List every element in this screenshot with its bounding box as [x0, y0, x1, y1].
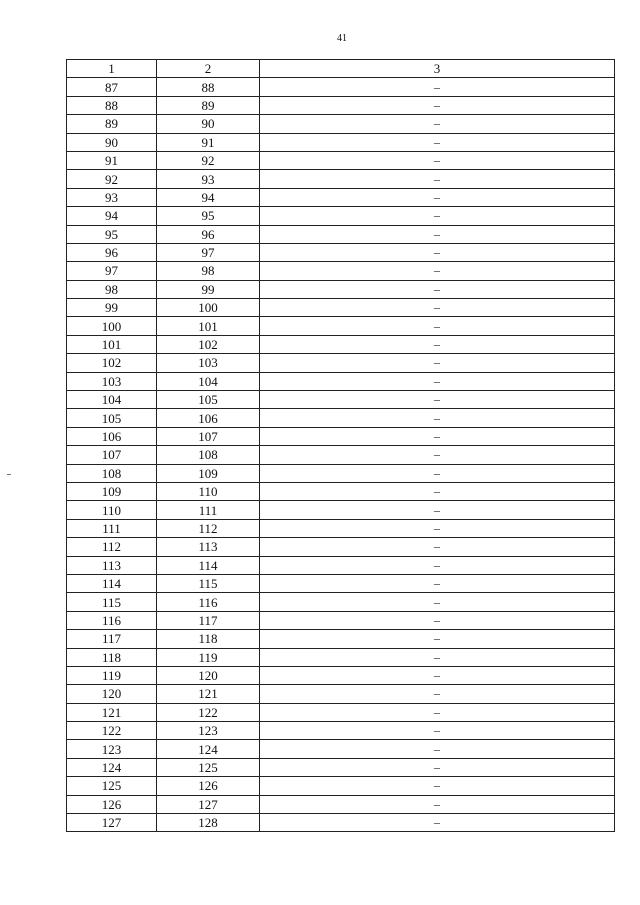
table-cell-col-2: 128 [157, 814, 260, 832]
table-cell-col-3: – [260, 556, 615, 574]
table-cell-col-1: 99 [67, 299, 157, 317]
table-cell-col-3: – [260, 299, 615, 317]
table-cell-col-1: 124 [67, 758, 157, 776]
table-cell-col-1: 121 [67, 703, 157, 721]
table-cell-col-2: 127 [157, 795, 260, 813]
table-cell-col-3: – [260, 427, 615, 445]
table-row [67, 280, 615, 298]
table-cell-col-2: 89 [157, 96, 260, 114]
table-cell-col-3: – [260, 593, 615, 611]
table-cell-col-1: 114 [67, 574, 157, 592]
table-cell-col-1: 108 [67, 464, 157, 482]
table-cell-col-1: 118 [67, 648, 157, 666]
table-cell-col-2: 121 [157, 685, 260, 703]
table-cell-col-2: 120 [157, 666, 260, 684]
table-cell-col-3: – [260, 170, 615, 188]
table-cell-col-3: – [260, 685, 615, 703]
table-row [67, 574, 615, 592]
table-row [67, 96, 615, 114]
table-row [67, 722, 615, 740]
table-cell-col-1: 89 [67, 115, 157, 133]
table-cell-col-1: 107 [67, 446, 157, 464]
table-row [67, 519, 615, 537]
table-cell-col-3: – [260, 151, 615, 169]
table-cell-col-3: – [260, 115, 615, 133]
table-row [67, 538, 615, 556]
table-cell-col-1: 93 [67, 188, 157, 206]
table-cell-col-1: 104 [67, 391, 157, 409]
table-cell-col-3: – [260, 446, 615, 464]
column-header-2: 2 [157, 60, 260, 78]
table-row [67, 666, 615, 684]
table-cell-col-2: 98 [157, 262, 260, 280]
table-cell-col-1: 103 [67, 372, 157, 390]
table-row [67, 133, 615, 151]
table-cell-col-1: 119 [67, 666, 157, 684]
table-cell-col-3: – [260, 722, 615, 740]
table-cell-col-3: – [260, 133, 615, 151]
column-header-3: 3 [260, 60, 615, 78]
table-row [67, 777, 615, 795]
table-row [67, 372, 615, 390]
table-cell-col-3: – [260, 280, 615, 298]
table-cell-col-1: 116 [67, 611, 157, 629]
table-row [67, 611, 615, 629]
table-cell-col-2: 100 [157, 299, 260, 317]
table-cell-col-3: – [260, 78, 615, 96]
table-cell-col-3: – [260, 317, 615, 335]
table-cell-col-3: – [260, 666, 615, 684]
table-cell-col-2: 99 [157, 280, 260, 298]
table-cell-col-2: 90 [157, 115, 260, 133]
table-cell-col-1: 96 [67, 243, 157, 261]
table-row [67, 409, 615, 427]
table-cell-col-1: 109 [67, 482, 157, 500]
table-cell-col-2: 92 [157, 151, 260, 169]
table-row [67, 501, 615, 519]
table-cell-col-3: – [260, 188, 615, 206]
table-row [67, 317, 615, 335]
table-row [67, 151, 615, 169]
table-cell-col-1: 98 [67, 280, 157, 298]
table-cell-col-3: – [260, 611, 615, 629]
table-cell-col-1: 112 [67, 538, 157, 556]
table-cell-col-3: – [260, 225, 615, 243]
table-cell-col-1: 90 [67, 133, 157, 151]
table-row [67, 243, 615, 261]
table-cell-col-3: – [260, 262, 615, 280]
table-cell-col-3: – [260, 207, 615, 225]
table-cell-col-3: – [260, 354, 615, 372]
table-cell-col-1: 95 [67, 225, 157, 243]
table-cell-col-3: – [260, 740, 615, 758]
table-row [67, 740, 615, 758]
table-cell-col-1: 123 [67, 740, 157, 758]
table-cell-col-2: 115 [157, 574, 260, 592]
table-header-row [67, 60, 615, 78]
table-cell-col-2: 107 [157, 427, 260, 445]
table-row [67, 593, 615, 611]
table-cell-col-2: 122 [157, 703, 260, 721]
table-row [67, 685, 615, 703]
table-cell-col-2: 116 [157, 593, 260, 611]
table-cell-col-2: 96 [157, 225, 260, 243]
table-cell-col-2: 117 [157, 611, 260, 629]
table-cell-col-3: – [260, 574, 615, 592]
table-cell-col-2: 112 [157, 519, 260, 537]
table-row [67, 78, 615, 96]
table-cell-col-2: 91 [157, 133, 260, 151]
table-row [67, 630, 615, 648]
table-cell-col-3: – [260, 777, 615, 795]
table-cell-col-1: 88 [67, 96, 157, 114]
table-row [67, 556, 615, 574]
table-cell-col-1: 97 [67, 262, 157, 280]
table-cell-col-1: 122 [67, 722, 157, 740]
table-cell-col-1: 87 [67, 78, 157, 96]
table-cell-col-2: 110 [157, 482, 260, 500]
table-cell-col-2: 113 [157, 538, 260, 556]
table-cell-col-1: 127 [67, 814, 157, 832]
table-cell-col-3: – [260, 758, 615, 776]
table-cell-col-3: – [260, 538, 615, 556]
table-cell-col-3: – [260, 795, 615, 813]
table-cell-col-1: 105 [67, 409, 157, 427]
table-row [67, 225, 615, 243]
table-row [67, 391, 615, 409]
table-row [67, 795, 615, 813]
table-cell-col-1: 101 [67, 335, 157, 353]
table-cell-col-1: 100 [67, 317, 157, 335]
table-cell-col-2: 101 [157, 317, 260, 335]
table-cell-col-3: – [260, 519, 615, 537]
table-cell-col-1: 110 [67, 501, 157, 519]
table-cell-col-2: 103 [157, 354, 260, 372]
table-body [67, 78, 615, 832]
data-table [66, 59, 615, 832]
table-row [67, 188, 615, 206]
table-cell-col-1: 113 [67, 556, 157, 574]
table-cell-col-1: 106 [67, 427, 157, 445]
table-row [67, 262, 615, 280]
table-cell-col-2: 93 [157, 170, 260, 188]
table-cell-col-2: 125 [157, 758, 260, 776]
table-cell-col-1: 125 [67, 777, 157, 795]
table-cell-col-3: – [260, 482, 615, 500]
table-cell-col-3: – [260, 501, 615, 519]
table-cell-col-2: 123 [157, 722, 260, 740]
table-row [67, 299, 615, 317]
table-cell-col-3: – [260, 409, 615, 427]
table-cell-col-2: 118 [157, 630, 260, 648]
table-row [67, 170, 615, 188]
table-cell-col-2: 114 [157, 556, 260, 574]
table-cell-col-2: 126 [157, 777, 260, 795]
table-row [67, 648, 615, 666]
table-row [67, 115, 615, 133]
table-cell-col-1: 126 [67, 795, 157, 813]
table-cell-col-1: 120 [67, 685, 157, 703]
table-cell-col-3: – [260, 703, 615, 721]
table-cell-col-1: 92 [67, 170, 157, 188]
table-cell-col-2: 102 [157, 335, 260, 353]
table-cell-col-1: 111 [67, 519, 157, 537]
table-cell-col-3: – [260, 814, 615, 832]
table-cell-col-2: 97 [157, 243, 260, 261]
table-row [67, 703, 615, 721]
table-row [67, 427, 615, 445]
table-row [67, 482, 615, 500]
table-cell-col-2: 94 [157, 188, 260, 206]
table-cell-col-3: – [260, 243, 615, 261]
table-cell-col-2: 105 [157, 391, 260, 409]
table-cell-col-1: 102 [67, 354, 157, 372]
table-cell-col-3: – [260, 464, 615, 482]
page-number: 41 [337, 33, 347, 44]
table-cell-col-1: 117 [67, 630, 157, 648]
table-cell-col-2: 95 [157, 207, 260, 225]
table-cell-col-2: 106 [157, 409, 260, 427]
table-row [67, 464, 615, 482]
table-cell-col-3: – [260, 648, 615, 666]
table-cell-col-2: 108 [157, 446, 260, 464]
table-cell-col-2: 109 [157, 464, 260, 482]
table-cell-col-1: 115 [67, 593, 157, 611]
table-row [67, 758, 615, 776]
table-cell-col-2: 111 [157, 501, 260, 519]
table-cell-col-2: 119 [157, 648, 260, 666]
table-cell-col-1: 94 [67, 207, 157, 225]
column-header-1: 1 [67, 60, 157, 78]
margin-mark [7, 474, 11, 475]
table-row [67, 814, 615, 832]
table-cell-col-3: – [260, 96, 615, 114]
table-row [67, 207, 615, 225]
table-cell-col-3: – [260, 372, 615, 390]
table-row [67, 335, 615, 353]
table-cell-col-2: 104 [157, 372, 260, 390]
table-row [67, 354, 615, 372]
table-cell-col-2: 88 [157, 78, 260, 96]
table-cell-col-3: – [260, 391, 615, 409]
table-cell-col-3: – [260, 335, 615, 353]
table-row [67, 446, 615, 464]
table-cell-col-3: – [260, 630, 615, 648]
table-cell-col-2: 124 [157, 740, 260, 758]
table-cell-col-1: 91 [67, 151, 157, 169]
